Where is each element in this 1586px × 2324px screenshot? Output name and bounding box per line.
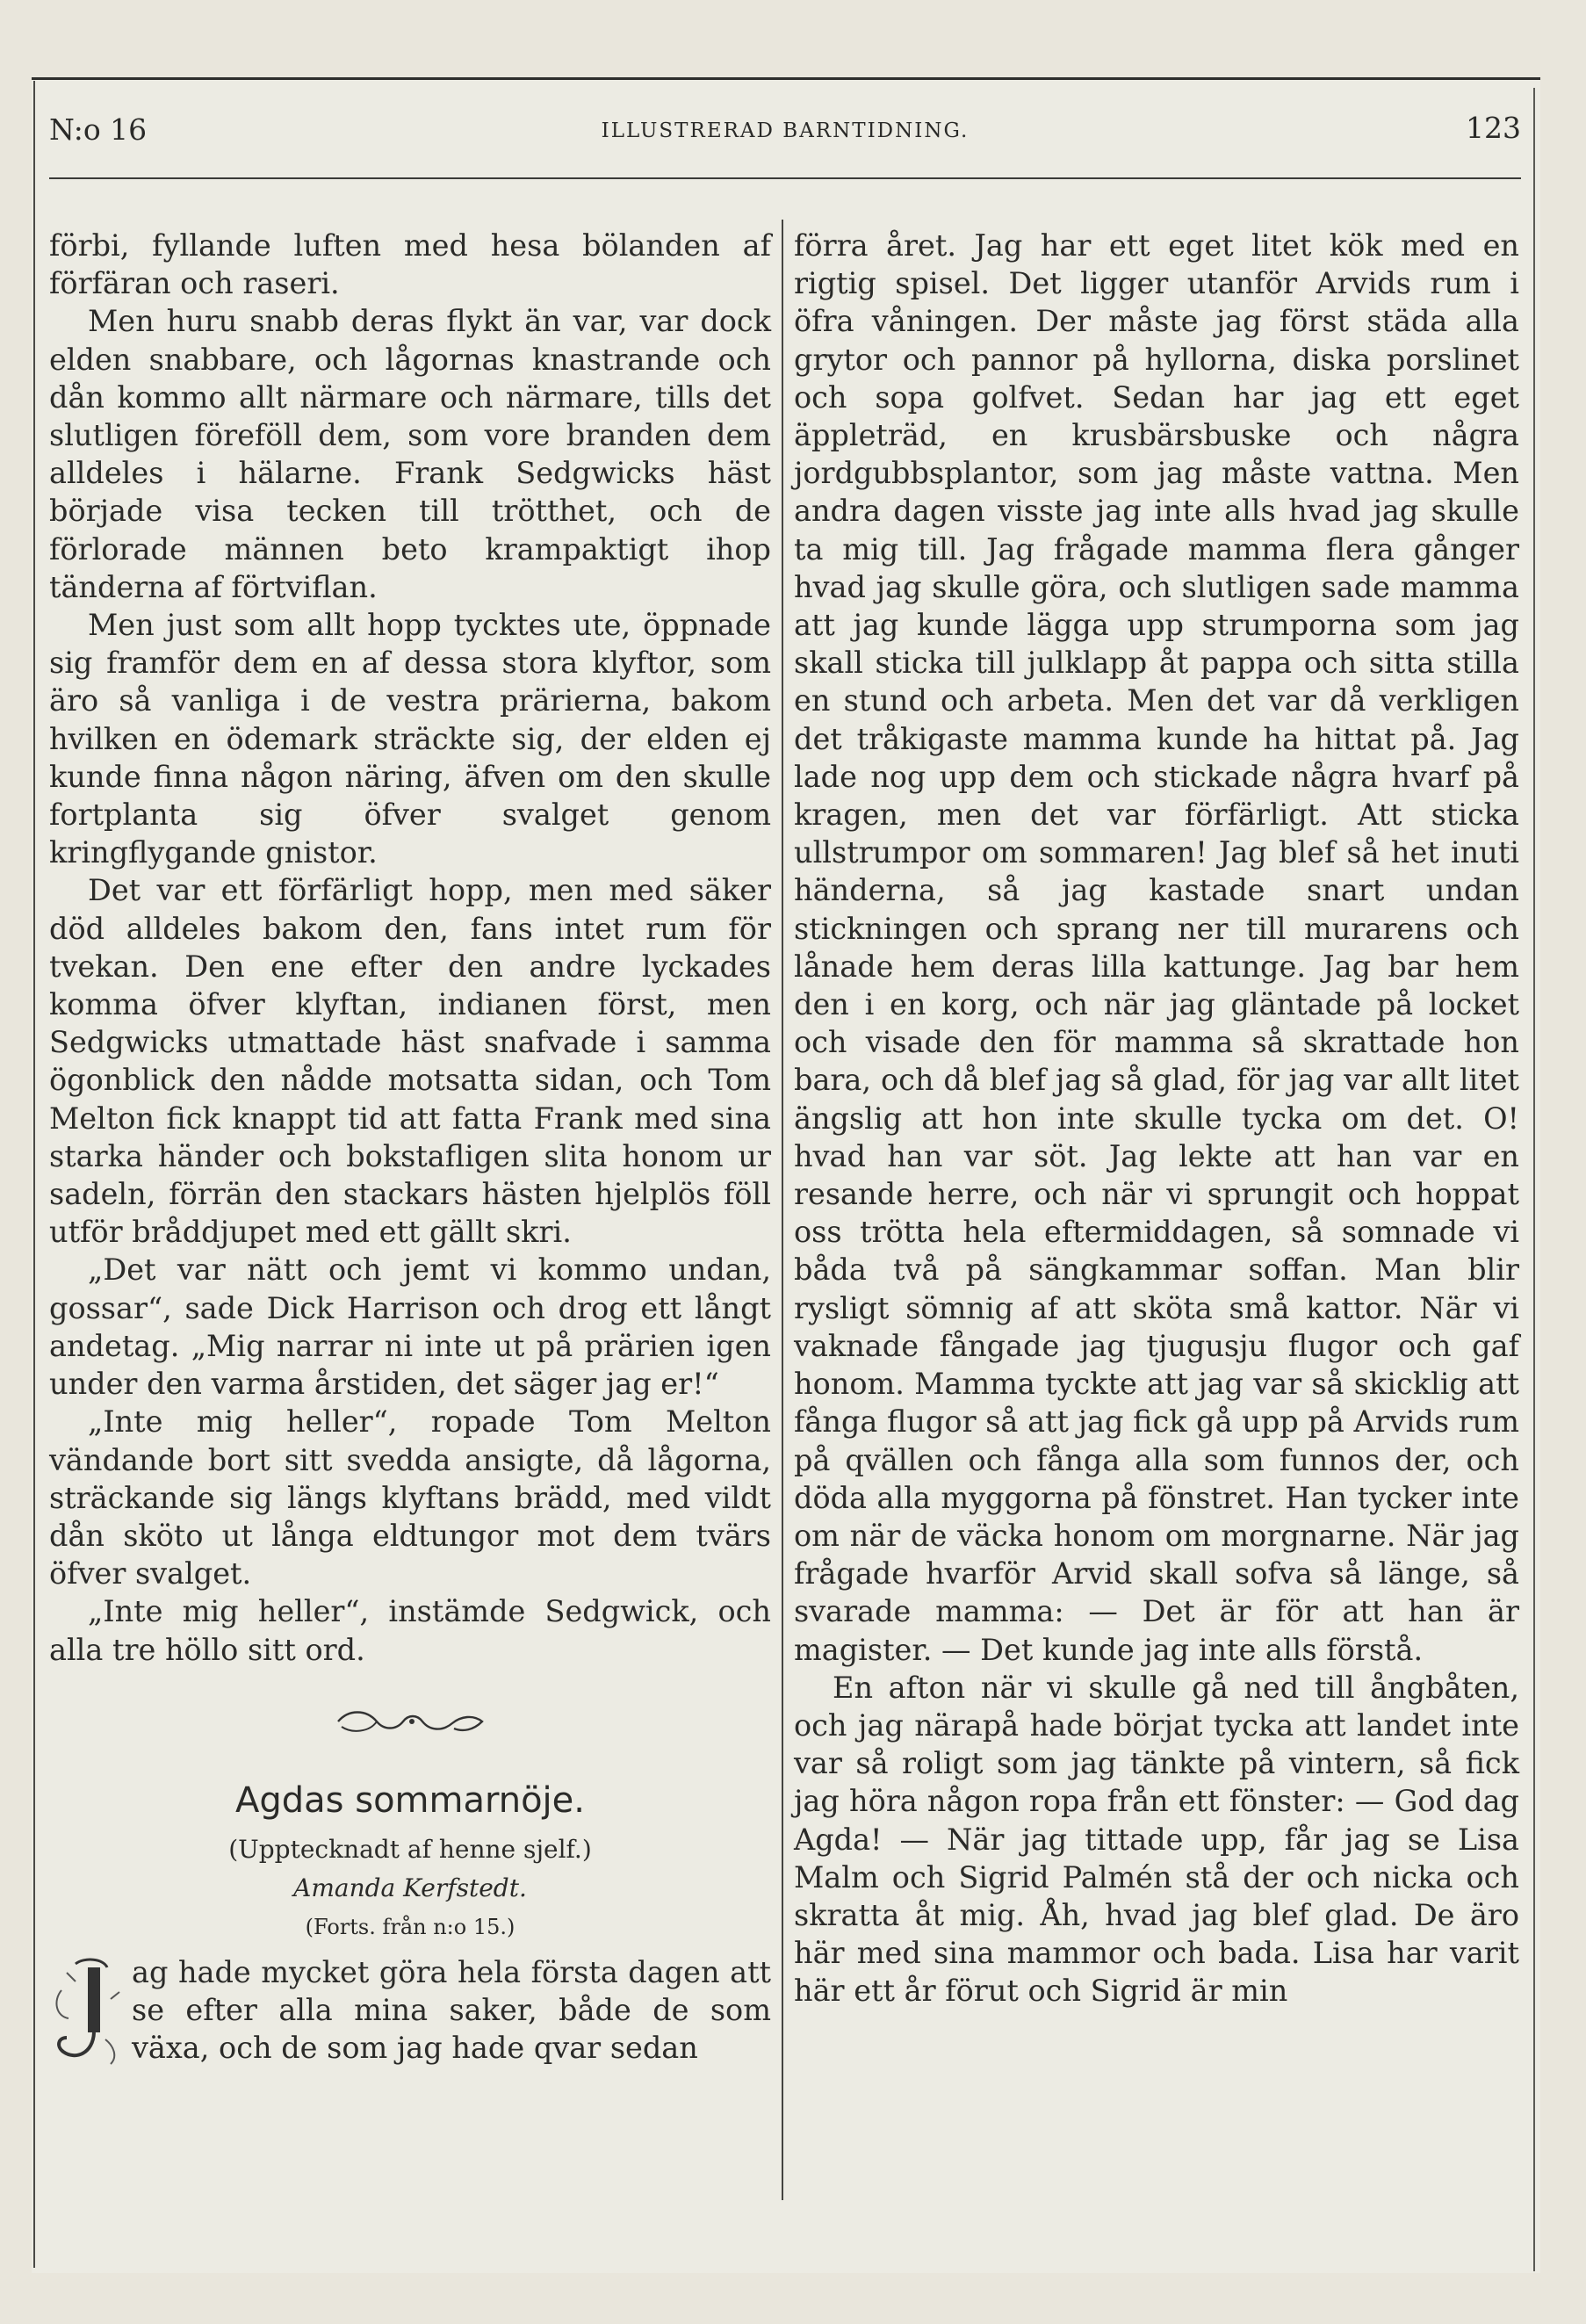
paragraph: Det var ett förfärligt hopp, men med säker död alldeles bakom den, fans intet rum för tvekan. Den ene efter den andre lyckades komma öfver klyftan, indianen först, men Sedgwicks utmattade häst snafvade i samma ögonblick den nådde motsatta sidan, och Tom Melton fick knappt tid att fatta Frank med sina starka händer och bokstafligen slita honom ur sadeln, förrän den stackars hästen hjelplös föll utför bråddjupet med ett gällt skri.: [49, 873, 771, 1250]
paragraph: förra året. Jag har ett eget litet kök med en rigtig spisel. Det ligger utanför Arvids rum i öfra våningen. Der måste jag först städa alla grytor och pannor på hyllorna, diska porslinet och sopa golfvet. Sedan har jag ett eget äppleträd, en krusbärsbuske och några jordgubbsplantor, som jag måste vattna. Men andra dagen visste jag inte alls hvad jag skulle ta mig till. Jag frågade mamma flera gånger hvad jag skulle göra, och slutligen sade mamma att jag kunde lägga upp strumporna som jag skall sticka till julklapp åt pappa och sitta stilla en stund och arbeta. Men det var då verkligen det tråkigaste mamma kunde ha hittat på. Jag lade nog upp dem och stickade några hvarf på kragen, men det var förfärligt. Att sticka ullstrumpor om sommaren! Jag blef så het inuti händerna, så jag kastade snart undan stickningen och sprang ner till murarens och lånade hem deras lilla kattunge. Jag bar hem den i en korg, och när jag gläntade på locket och visade den för mamma så skrattade hon bara, och då blef jag så glad, för jag var allt litet ängslig att hon inte skulle tycka om det. O! hvad han var söt. Jag lekte att han var en resande herre, och när vi sprungit och hoppat oss trötta hela eftermiddagen, så somnade vi båda två på sängkammar soffan. Man blir rysligt sömnig af att sköta små kattor. När vi vaknade fångade jag tjugusju flugor och gaf honom. Mamma tyckte att jag var så skicklig att fånga flugor så att jag fick gå upp på Arvids rum på qvällen och fånga alla som funnos der, och döda alla myggorna på fönstret. Han tycker inte om när de väcka honom om morgnarne. När jag frågade hvarför Arvid skall sofva så länge, så svarade mamma: — Det är för att han är magister. — Det kunde jag inte alls förstå.: [794, 228, 1519, 1667]
left-page-edge: [33, 81, 35, 2268]
publication-title: ILLUSTRERAD BARNTIDNING.: [601, 119, 970, 142]
drop-cap-j-icon: [49, 1955, 125, 2068]
header-rule: [49, 177, 1521, 179]
paragraph: „Inte mig heller“, instämde Sedgwick, och alla tre höllo sitt ord.: [49, 1594, 771, 1667]
continuation-note: (Forts. från n:o 15.): [305, 1914, 515, 1939]
section-subtitle: (Upptecknadt af henne sjelf.): [228, 1834, 592, 1864]
column-divider: [782, 220, 783, 2200]
story-first-paragraph: ag hade mycket göra hela första dagen att se efter alla mina saker, både de som växa, och de som jag hade qvar sedan: [132, 1954, 771, 2066]
section-title: Agdas sommarnöje.: [235, 1779, 585, 1821]
paragraph: „Inte mig heller“, ropade Tom Melton vändande bort sitt svedda ansigte, då lågorna, sträckande sig längs klyftans brädd, med vildt dån sköto ut långa eldtungor mot dem tvärs öfver svalget.: [49, 1404, 771, 1591]
running-header: [49, 107, 1521, 160]
paragraph: Men just som allt hopp tycktes ute, öppnade sig framför dem en af dessa stora klyftor, som äro så vanliga i de vestra prärierna, bakom hvilken en ödemark sträckte sig, der elden ej kunde finna någon näring, äfven om den skulle fortplanta sig öfver svalget genom kringflygande gnistor.: [49, 608, 771, 870]
paragraph: förbi, fyllande luften med hesa bölanden af förfäran och raseri.: [49, 228, 771, 301]
issue-number: N:o 16: [49, 112, 148, 147]
right-page-edge: [1533, 88, 1535, 2271]
top-rule: [32, 77, 1540, 80]
paragraph: Men huru snabb deras flykt än var, var dock elden snabbare, och lågornas knastrande och dån kommo allt närmare och närmare, tills det slutligen föreföll dem, som vore branden dem alldeles i hälarne. Frank Sedgwicks häst började visa tecken till trötthet, och de förlorade männen beto krampaktigt ihop tänderna af förtviflan.: [49, 304, 771, 604]
right-column: [794, 227, 1519, 2010]
page-number: 123: [1466, 111, 1521, 145]
left-column: [49, 227, 771, 2068]
author-name: Amanda Kerfstedt.: [293, 1873, 527, 1902]
paragraph: En afton när vi skulle gå ned till ångbåten, och jag närapå hade börjat tycka att landet inte var så roligt som jag tänkte på vintern, så fick jag höra någon ropa från ett fönster: — God dag Agda! — När jag tittade upp, får jag se Lisa Malm och Sigrid Palmén stå der och nicka och skratta åt mig. Åh, hvad jag blef glad. De äro här med sina mammor och bada. Lisa har varit här ett år förut och Sigrid är min: [794, 1670, 1519, 2009]
ornament-divider-icon: [331, 1706, 489, 1737]
paragraph: „Det var nätt och jemt vi kommo undan, gossar“, sade Dick Harrison och drog ett långt andetag. „Mig narrar ni inte ut på prärien igen under den varma årstiden, det säger jag er!“: [49, 1252, 771, 1402]
